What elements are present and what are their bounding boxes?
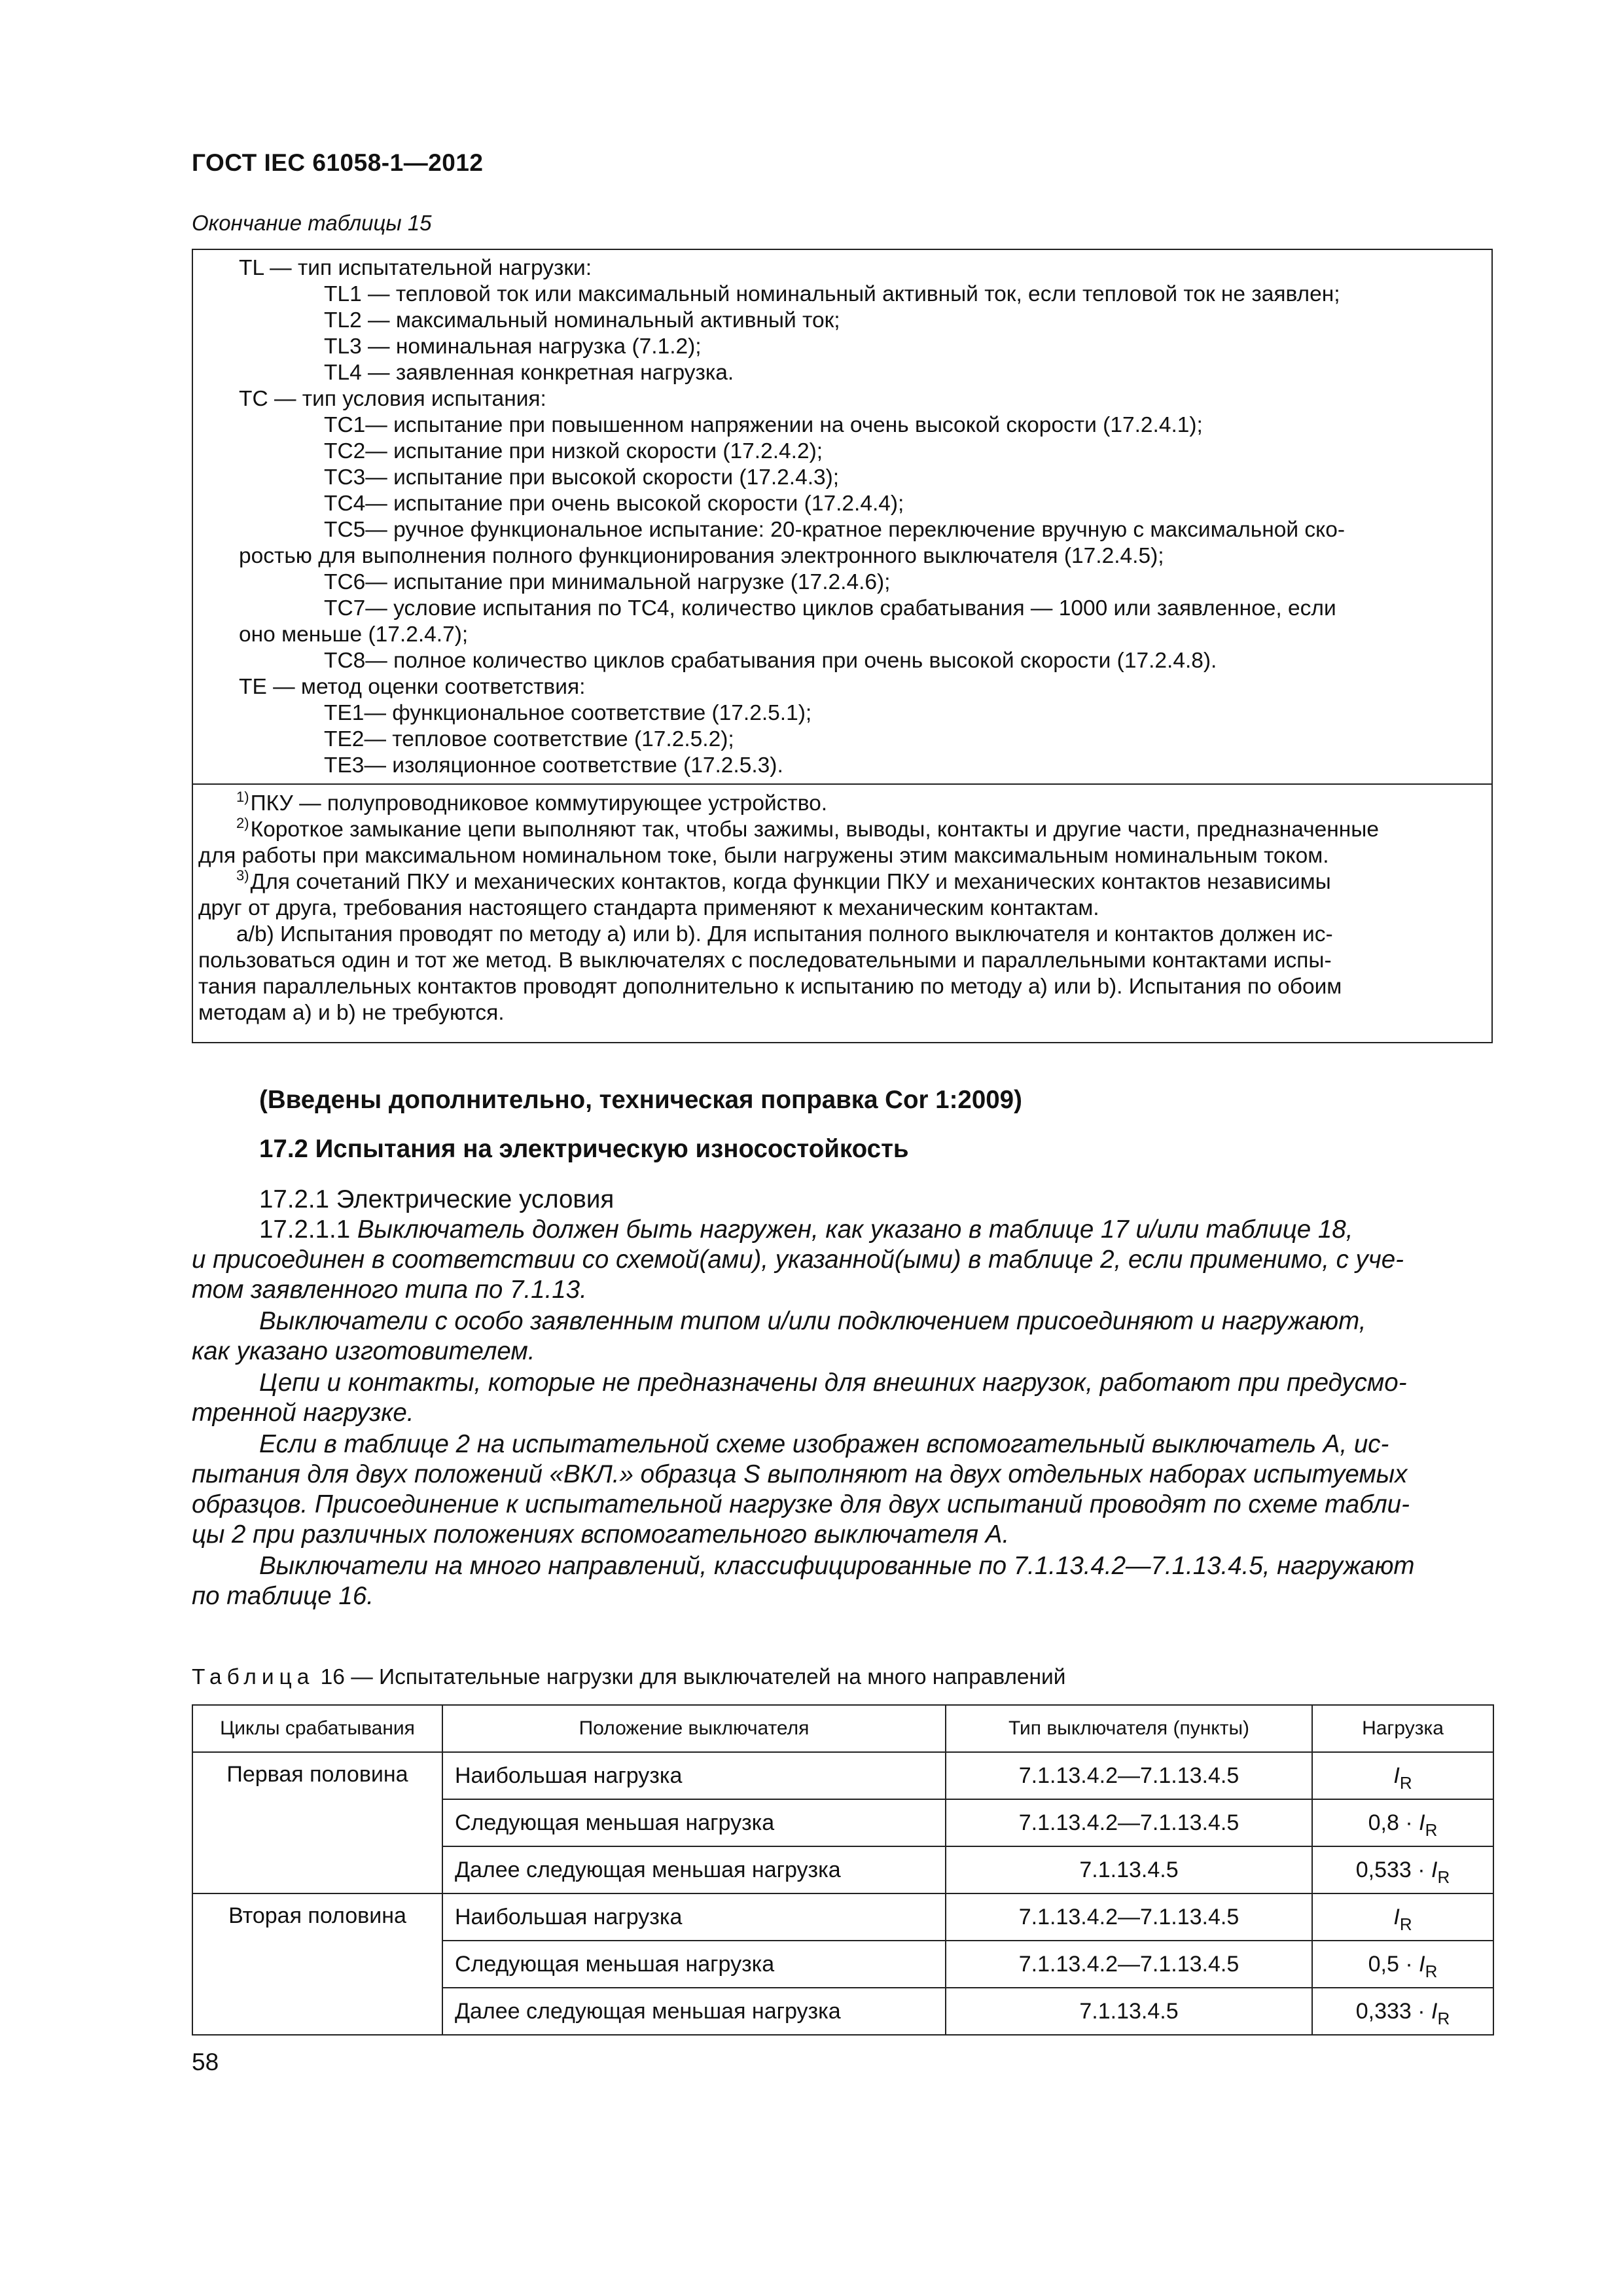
- table16: [192, 1704, 1494, 2036]
- legend-line: TE2— тепловое соответствие (17.2.5.2);: [324, 727, 734, 751]
- legend-line: TC8— полное количество циклов срабатывания при очень высокой скорости (17.2.4.8).: [324, 649, 1217, 673]
- load-cell: [1312, 1846, 1493, 1893]
- load-symbol: I: [1393, 1904, 1400, 1929]
- position-cell: Следующая меньшая нагрузка: [442, 1799, 946, 1846]
- load-symbol: I: [1431, 1998, 1438, 2024]
- load-factor: 0,333 ·: [1355, 1998, 1432, 2024]
- load-symbol: I: [1393, 1763, 1400, 1788]
- load-factor: 0,533 ·: [1355, 1857, 1432, 1882]
- body-line: пытания для двух положений «ВКЛ.» образца S выполняют на двух отдельных наборах испытуемых: [192, 1460, 1408, 1488]
- amendment-note: (Введены дополнительно, техническая поправка Cor 1:2009): [259, 1086, 1022, 1114]
- load-factor: 0,8 ·: [1368, 1810, 1419, 1835]
- body-line: образцов. Присоединение к испытательной нагрузке для двух испытаний проводят по схеме табли-: [192, 1490, 1410, 1518]
- table-header-row: [192, 1705, 1493, 1752]
- load-symbol: I: [1431, 1857, 1438, 1882]
- footnote-marker: 2): [236, 815, 249, 831]
- body-line: Выключатели на много направлений, классифицированные по 7.1.13.4.2—7.1.13.4.5, нагружают: [259, 1552, 1415, 1580]
- type-cell: 7.1.13.4.2—7.1.13.4.5: [946, 1752, 1312, 1799]
- legend-line: TL — тип испытательной нагрузки:: [239, 256, 592, 280]
- body-line: цы 2 при различных положениях вспомогательного выключателя А.: [192, 1520, 1010, 1549]
- footnote-marker: 1): [236, 789, 249, 805]
- footnote-line: a/b) Испытания проводят по методу a) или b). Для испытания полного выключателя и контактов должен ис-: [236, 922, 1333, 946]
- legend-line: TL3 — номинальная нагрузка (7.1.2);: [324, 334, 702, 359]
- subsection-heading: 17.2.1 Электрические условия: [259, 1185, 615, 1213]
- position-cell: Далее следующая меньшая нагрузка: [442, 1988, 946, 2035]
- load-factor: 0,5 ·: [1368, 1951, 1419, 1977]
- body-line: по таблице 16.: [192, 1582, 374, 1610]
- footnote-line: тания параллельных контактов проводят дополнительно к испытанию по методу a) или b). Испытания по обоим: [198, 975, 1342, 999]
- table-continuation-label: Окончание таблицы 15: [192, 211, 432, 235]
- table15-legend-box: [192, 249, 1493, 1043]
- clause-number: 17.2.1.1: [259, 1215, 351, 1244]
- page-number: 58: [192, 2049, 219, 2075]
- column-header: Тип выключателя (пункты): [946, 1705, 1312, 1752]
- body-line: как указано изготовителем.: [192, 1337, 535, 1365]
- type-cell: 7.1.13.4.2—7.1.13.4.5: [946, 1941, 1312, 1988]
- legend-line: TC7— условие испытания по TC4, количество циклов срабатывания — 1000 или заявленное, если: [324, 596, 1336, 620]
- legend-line: TL4 — заявленная конкретная нагрузка.: [324, 361, 734, 385]
- footnote-line: пользоваться один и тот же метод. В выключателях с последовательными и параллельными контактами испы-: [198, 948, 1332, 973]
- load-cell: [1312, 1988, 1493, 2035]
- cycle-cell: Первая половина: [192, 1752, 442, 1893]
- table-caption-text: 16 — Испытательные нагрузки для выключателей на много направлений: [320, 1665, 1066, 1689]
- body-line: Цепи и контакты, которые не предназначены для внешних нагрузок, работают при предусмо-: [259, 1369, 1407, 1397]
- load-subscript: R: [1399, 1914, 1412, 1934]
- table-row: [192, 1752, 1493, 1799]
- footnote-marker: 3): [236, 867, 249, 884]
- legend-line: TE3— изоляционное соответствие (17.2.5.3).: [324, 753, 783, 778]
- load-subscript: R: [1425, 1961, 1438, 1981]
- body-line: Выключатель должен быть нагружен, как указано в таблице 17 и/или таблице 18,: [357, 1215, 1353, 1244]
- table-caption-label: Таблица: [192, 1665, 315, 1689]
- body-line: тренной нагрузке.: [192, 1399, 414, 1427]
- type-cell: 7.1.13.4.2—7.1.13.4.5: [946, 1893, 1312, 1941]
- footnote-2: [236, 817, 1379, 845]
- legend-line: TC2— испытание при низкой скорости (17.2.4.2);: [324, 439, 823, 463]
- footnote-text: ПКУ — полупроводниковое коммутирующее устройство.: [250, 791, 828, 816]
- legend-line: TL1 — тепловой ток или максимальный номинальный активный ток, если тепловой ток не заявлен;: [324, 282, 1340, 306]
- load-subscript: R: [1399, 1772, 1412, 1793]
- load-cell: [1312, 1941, 1493, 1988]
- load-cell: [1312, 1799, 1493, 1846]
- cycle-cell: Вторая половина: [192, 1893, 442, 2035]
- position-cell: Далее следующая меньшая нагрузка: [442, 1846, 946, 1893]
- load-subscript: R: [1437, 2008, 1450, 2028]
- type-cell: 7.1.13.4.5: [946, 1846, 1312, 1893]
- table-row: [192, 1893, 1493, 1941]
- document-header: ГОСТ IEC 61058-1—2012: [192, 149, 484, 176]
- footnote-1: [236, 791, 827, 819]
- column-header: Положение выключателя: [442, 1705, 946, 1752]
- type-cell: 7.1.13.4.5: [946, 1988, 1312, 2035]
- footnote-3: [236, 869, 1331, 897]
- section-heading: 17.2 Испытания на электрическую износостойкость: [259, 1135, 909, 1163]
- legend-line: TC1— испытание при повышенном напряжении на очень высокой скорости (17.2.4.1);: [324, 413, 1203, 437]
- footnote-line: для работы при максимальном номинальном токе, были нагружены этим максимальным номинальным током.: [198, 844, 1329, 868]
- position-cell: Наибольшая нагрузка: [442, 1893, 946, 1941]
- column-header: Циклы срабатывания: [192, 1705, 442, 1752]
- position-cell: Наибольшая нагрузка: [442, 1752, 946, 1799]
- type-cell: 7.1.13.4.2—7.1.13.4.5: [946, 1799, 1312, 1846]
- table16-caption: [192, 1665, 1065, 1690]
- load-subscript: R: [1425, 1820, 1438, 1840]
- position-cell: Следующая меньшая нагрузка: [442, 1941, 946, 1988]
- footnote-line: друг от друга, требования настоящего стандарта применяют к механическим контактам.: [198, 896, 1099, 920]
- legend-line: TC — тип условия испытания:: [239, 387, 546, 411]
- column-header: Нагрузка: [1312, 1705, 1493, 1752]
- legend-line: оно меньше (17.2.4.7);: [239, 622, 469, 647]
- legend-divider: [193, 783, 1491, 785]
- legend-line: TE1— функциональное соответствие (17.2.5.1);: [324, 701, 812, 725]
- body-line: Если в таблице 2 на испытательной схеме изображен вспомогательный выключатель А, ис-: [259, 1430, 1389, 1458]
- legend-line: TC6— испытание при минимальной нагрузке (17.2.4.6);: [324, 570, 891, 594]
- legend-line: TL2 — максимальный номинальный активный ток;: [324, 308, 840, 332]
- load-cell: [1312, 1893, 1493, 1941]
- body-line: том заявленного типа по 7.1.13.: [192, 1276, 587, 1304]
- footnote-text: Короткое замыкание цепи выполняют так, чтобы зажимы, выводы, контакты и другие части, предназначенные: [250, 817, 1379, 842]
- body-line: Выключатели с особо заявленным типом и/или подключением присоединяют и нагружают,: [259, 1307, 1366, 1335]
- clause-17-2-1-1: [259, 1215, 1353, 1245]
- load-symbol: I: [1419, 1810, 1425, 1835]
- legend-line: TE — метод оценки соответствия:: [239, 675, 586, 699]
- load-cell: [1312, 1752, 1493, 1799]
- legend-line: ростью для выполнения полного функционирования электронного выключателя (17.2.4.5);: [239, 544, 1164, 568]
- legend-line: TC3— испытание при высокой скорости (17.2.4.3);: [324, 465, 840, 490]
- load-symbol: I: [1419, 1951, 1425, 1977]
- legend-line: TC5— ручное функциональное испытание: 20-кратное переключение вручную с максимальной ско-: [324, 518, 1345, 542]
- footnote-text: Для сочетаний ПКУ и механических контактов, когда функции ПКУ и механических контактов независимы: [250, 870, 1331, 894]
- legend-line: TC4— испытание при очень высокой скорости (17.2.4.4);: [324, 492, 904, 516]
- load-subscript: R: [1437, 1867, 1450, 1887]
- body-line: и присоединен в соответствии со схемой(ами), указанной(ыми) в таблице 2, если применимо, с уче-: [192, 1246, 1404, 1274]
- footnote-line: методам a) и b) не требуются.: [198, 1001, 505, 1025]
